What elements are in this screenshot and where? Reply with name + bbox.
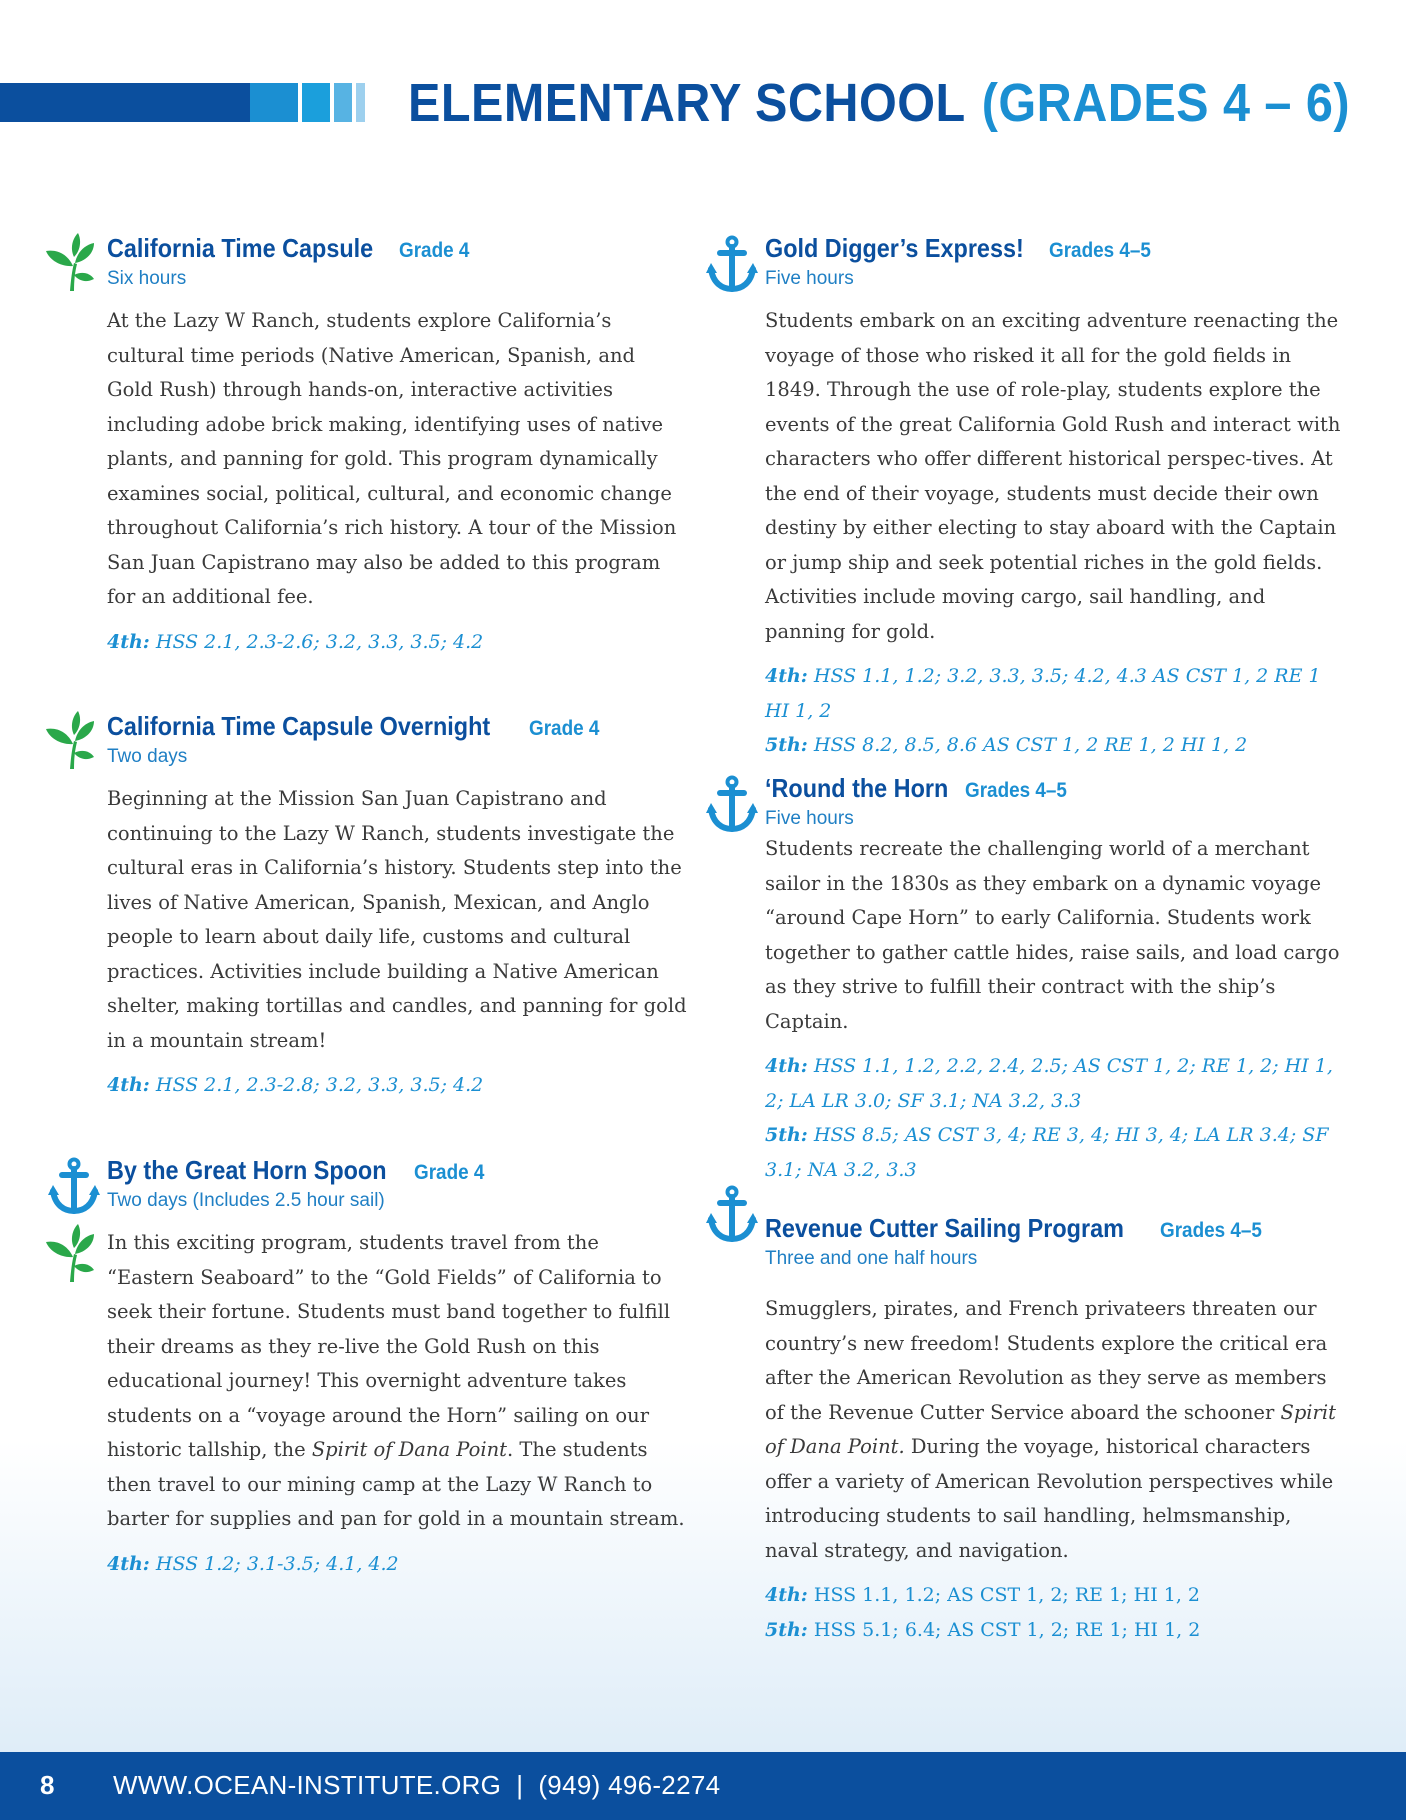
sprout-icon <box>44 233 96 293</box>
program-standards <box>765 1578 1345 1647</box>
standards-value: HSS 5.1; 6.4; AS CST 1, 2; RE 1; HI 1, 2 <box>813 1618 1201 1641</box>
sprout-icon <box>44 711 96 771</box>
anchor-icon <box>48 1157 100 1217</box>
program-duration: Two days <box>107 746 188 767</box>
footer <box>0 1752 1406 1820</box>
standards-label: 4th: <box>765 1055 808 1077</box>
program-gold-diggers-express <box>765 233 1345 763</box>
program-description: Students embark on an exciting adventure reenacting the voyage of those who risked it all for the gold fields in 1849. Through the use of role-play, students explore the events of the great California Gold Rush and interact with characters who offer different historical perspec-tives. At the end of their voyage, students must decide their own destiny by either electing to stay aboard with the Captain or jump ship and seek potential riches in the gold fields. Activities include moving cargo, sail handling, and panning for gold. <box>765 309 1341 643</box>
program-by-the-great-horn-spoon <box>107 1155 687 1581</box>
standards-value: HSS 1.1, 1.2, 2.2, 2.4, 2.5; AS CST 1, 2; RE 1, 2; HI 1, 2; LA LR 3.0; SF 3.1; NA 3.2, 3.3 <box>765 1055 1333 1112</box>
program-standards <box>107 1068 687 1103</box>
description-text: During the voyage, historical characters offer a variety of American Revolution perspectives while introducing students to sail handling, helmsmanship, naval strategy, and navigation. <box>765 1435 1334 1562</box>
description-text: Smugglers, pirates, and French privateers threaten our country’s new freedom! Students explore the critical era after the American Revolution as they serve as members of the Revenue Cutter Service aboard the schooner <box>765 1297 1328 1424</box>
program-grade: Grade 4 <box>414 1161 485 1184</box>
ship-name: Spirit of Dana Point <box>311 1438 507 1461</box>
program-title: California Time Capsule <box>107 233 374 263</box>
standards-value: HSS 1.1, 1.2; AS CST 1, 2; RE 1; HI 1, 2 <box>813 1584 1200 1606</box>
standards-label: 4th: <box>765 665 808 687</box>
standards-value: HSS 1.1, 1.2; 3.2, 3.3, 3.5; 4.2, 4.3 AS CST 1, 2 RE 1 HI 1, 2 <box>765 665 1321 722</box>
standards-label: 4th: <box>765 1584 808 1606</box>
page-title <box>408 72 1350 134</box>
standards-value: HSS 2.1, 2.3-2.8; 3.2, 3.3, 3.5; 4.2 <box>155 1074 484 1096</box>
header-bar <box>302 83 330 122</box>
anchor-icon <box>706 235 758 295</box>
standards-line <box>765 659 1345 728</box>
program-description <box>107 1226 687 1537</box>
page-title-main: ELEMENTARY SCHOOL <box>408 73 966 133</box>
standards-value: HSS 8.2, 8.5, 8.6 AS CST 1, 2 RE 1, 2 HI 1, 2 <box>813 734 1248 756</box>
program-title: Revenue Cutter Sailing Program <box>765 1213 1124 1243</box>
standards-label: 5th: <box>765 1618 808 1641</box>
program-duration: Six hours <box>107 268 187 289</box>
description-text: In this exciting program, students travel from the “Eastern Seaboard” to the “Gold Fields” of California to seek their fortune. Students must band together to fulfill their dreams as they re-live the Gold Rush on this educational journey! This overnight adventure takes students on a “voyage around the Horn” sailing on our historic tallship, the <box>107 1231 671 1461</box>
program-title: By the Great Horn Spoon <box>107 1155 387 1185</box>
program-standards <box>765 659 1345 763</box>
program-standards <box>107 625 687 660</box>
header-bar <box>250 83 298 122</box>
page-number: 8 <box>40 1770 55 1800</box>
program-header <box>107 233 687 264</box>
program-description: At the Lazy W Ranch, students explore California’s cultural time periods (Native American, Spanish, and Gold Rush) through hands-on, interactive activities including adobe brick making, identifying uses of native plants, and panning for gold. This program dynamically examines social, political, cultural, and economic change throughout California’s rich history. A tour of the Mission San Juan Capistrano may also be added to this program for an additional fee. <box>107 309 677 608</box>
ship-name: Spirit of Dana Point. <box>765 1400 1336 1458</box>
standards-value: HSS 2.1, 2.3-2.6; 3.2, 3.3, 3.5; 4.2 <box>155 630 484 653</box>
standards-label: 4th: <box>107 630 150 653</box>
standards-line <box>765 1049 1345 1118</box>
program-grade: Grades 4–5 <box>1048 239 1151 262</box>
standards-value: HSS 1.2; 3.1-3.5; 4.1, 4.2 <box>155 1552 399 1575</box>
footer-site-info: WWW.OCEAN-INSTITUTE.ORG | (949) 496-2274 <box>113 1770 721 1800</box>
header-bar <box>0 83 250 122</box>
program-header <box>765 1213 1345 1244</box>
program-grade: Grade 4 <box>529 717 600 740</box>
anchor-icon <box>706 775 758 835</box>
program-grade: Grades 4–5 <box>965 779 1068 802</box>
program-title: Gold Digger’s Express! <box>765 233 1024 263</box>
program-california-time-capsule <box>107 233 687 659</box>
program-duration: Two days (Includes 2.5 hour sail) <box>107 1190 385 1211</box>
description-text: . The students then travel to our mining camp at the Lazy W Ranch to barter for supplies and pan for gold in a mountain stream. <box>107 1438 685 1530</box>
program-description: Students recreate the challenging world of a merchant sailor in the 1830s as they embark on a dynamic voyage “around Cape Horn” to early California. Students work together to gather cattle hides, raise sails, and load cargo as they strive to fulfill their contract with the ship’s Captain. <box>765 837 1340 1033</box>
standards-label: 4th: <box>107 1552 150 1575</box>
program-title: ‘Round the Horn <box>765 773 949 803</box>
standards-line <box>765 1118 1345 1187</box>
standards-line <box>107 625 687 660</box>
program-header <box>765 233 1345 264</box>
program-revenue-cutter-sailing <box>765 1213 1345 1647</box>
program-california-time-capsule-overnight <box>107 711 687 1103</box>
anchor-icon <box>706 1185 758 1245</box>
standards-value: HSS 8.5; AS CST 3, 4; RE 3, 4; HI 3, 4; LA LR 3.4; SF 3.1; NA 3.2, 3.3 <box>765 1124 1329 1181</box>
page-title-grades: (GRADES 4 – 6) <box>981 73 1350 133</box>
program-header <box>107 1155 687 1186</box>
standards-line <box>107 1547 687 1582</box>
sprout-icon <box>44 1224 96 1284</box>
program-duration: Five hours <box>765 268 854 289</box>
program-grade: Grade 4 <box>399 239 470 262</box>
program-round-the-horn <box>765 773 1345 1187</box>
header-bar <box>334 83 352 122</box>
header-bar <box>356 83 365 122</box>
standards-line <box>765 1578 1345 1613</box>
program-header <box>107 711 687 742</box>
standards-label: 4th: <box>107 1074 150 1096</box>
standards-line <box>765 728 1345 763</box>
standards-label: 5th: <box>765 734 808 756</box>
standards-line <box>765 1613 1345 1648</box>
program-description: Beginning at the Mission San Juan Capistrano and continuing to the Lazy W Ranch, students investigate the cultural eras in California’s history. Students step into the lives of Native American, Spanish, Mexican, and Anglo people to learn about daily life, customs and cultural practices. Activities include building a Native American shelter, making tortillas and candles, and panning for gold in a mountain stream! <box>107 787 687 1052</box>
standards-label: 5th: <box>765 1124 808 1146</box>
program-standards <box>107 1547 687 1582</box>
program-duration: Three and one half hours <box>765 1248 978 1269</box>
program-title: California Time Capsule Overnight <box>107 711 491 741</box>
program-standards <box>765 1049 1345 1187</box>
program-grade: Grades 4–5 <box>1160 1219 1263 1242</box>
program-header <box>765 773 1345 804</box>
program-description <box>765 1292 1345 1568</box>
standards-line <box>107 1068 687 1103</box>
program-duration: Five hours <box>765 808 854 829</box>
